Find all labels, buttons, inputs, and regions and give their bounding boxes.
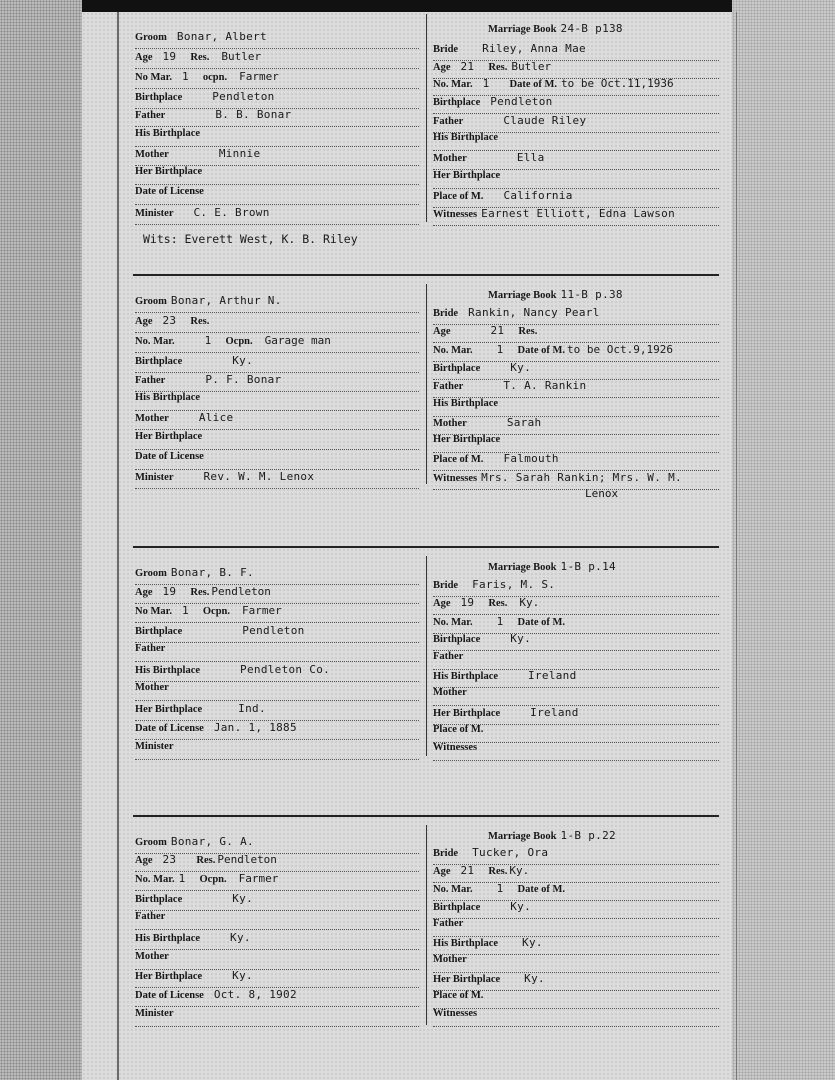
nomar-ocpn-field: No Mar. 1 Ocpn. Farmer: [135, 604, 419, 623]
bride-his-birthplace-field: His Birthplace: [433, 132, 719, 151]
bride-age-res-field: Age 21 Res. Butler: [433, 60, 719, 79]
bride-field: Bride Rankin, Nancy Pearl: [433, 306, 719, 325]
bride-father-field: Father: [433, 651, 719, 670]
marriage-record-1: [133, 14, 719, 254]
his-birthplace-field: His Birthplace: [135, 392, 419, 411]
place-of-marriage-field: Place of M. California: [433, 189, 719, 208]
record-divider: [133, 274, 719, 276]
bride-nomar-date-field: No. Mar. 1 Date of M. to be Oct.11,1936: [433, 77, 719, 96]
father-field: Father: [135, 911, 419, 930]
bride-mother-field: Mother: [433, 687, 719, 706]
minister-field: Minister: [135, 741, 419, 760]
bride-birthplace-field: Birthplace Pendleton: [433, 95, 719, 114]
witnesses-continuation: Lenox: [585, 487, 619, 500]
column-separator: [426, 556, 427, 756]
minister-field: Minister: [135, 1008, 419, 1027]
nomar-ocpn-field: No. Mar. 1 Ocpn. Garage man: [135, 334, 419, 353]
birthplace-field: Birthplace Pendleton: [135, 90, 419, 109]
date-license-field: Date of License: [135, 451, 419, 470]
column-separator: [426, 14, 427, 222]
his-birthplace-field: His Birthplace Ky.: [135, 931, 419, 950]
birthplace-field: Birthplace Ky.: [135, 354, 419, 373]
groom-field: Groom Bonar, G. A.: [135, 835, 419, 854]
bride-mother-field: Mother Sarah: [433, 416, 719, 435]
bride-his-birthplace-field: His Birthplace Ireland: [433, 669, 719, 688]
bride-father-field: Father: [433, 918, 719, 937]
mother-field: Mother Alice: [135, 411, 419, 430]
marriage-record-3: [133, 546, 719, 766]
scan-left-margin: [0, 0, 82, 1080]
marriage-book-ref: Marriage Book 24-B p138: [488, 22, 623, 35]
place-of-marriage-field: Place of M. Falmouth: [433, 452, 719, 471]
birthplace-field: Birthplace Ky.: [135, 892, 419, 911]
bride-his-birthplace-field: His Birthplace: [433, 398, 719, 417]
marriage-book-ref: Marriage Book 1-B p.14: [488, 560, 616, 573]
her-birthplace-field: Her Birthplace: [135, 431, 419, 450]
nomar-ocpn-field: No. Mar. 1 Ocpn. Farmer: [135, 872, 419, 891]
his-birthplace-field: His Birthplace Pendleton Co.: [135, 663, 419, 682]
bride-nomar-date-field: No. Mar. 1 Date of M.: [433, 615, 719, 634]
his-birthplace-field: His Birthplace: [135, 128, 419, 147]
bride-field: Bride Riley, Anna Mae: [433, 42, 719, 61]
age-res-field: Age 23 Res.: [135, 314, 419, 333]
bride-birthplace-field: Birthplace Ky.: [433, 361, 719, 380]
bride-field: Bride Tucker, Ora: [433, 846, 719, 865]
extra-witnesses-note: Wits: Everett West, K. B. Riley: [143, 232, 358, 246]
marriage-record-4: [133, 815, 719, 1035]
bride-mother-field: Mother: [433, 954, 719, 973]
date-license-field: Date of License Jan. 1, 1885: [135, 721, 419, 740]
scan-right-margin: [732, 0, 835, 1080]
bride-mother-field: Mother Ella: [433, 151, 719, 170]
her-birthplace-field: Her Birthplace Ky.: [135, 969, 419, 988]
bride-her-birthplace-field: Her Birthplace: [433, 434, 719, 453]
bride-age-res-field: Age 19 Res. Ky.: [433, 596, 719, 615]
bride-field: Bride Faris, M. S.: [433, 578, 719, 597]
age-res-field: Age 19 Res. Pendleton: [135, 585, 419, 604]
place-of-marriage-field: Place of M.: [433, 990, 719, 1009]
father-field: Father: [135, 643, 419, 662]
bride-age-res-field: Age 21 Res. Ky.: [433, 864, 719, 883]
marriage-book-ref: Marriage Book 11-B p.38: [488, 288, 623, 301]
minister-field: Minister Rev. W. M. Lenox: [135, 470, 419, 489]
bride-nomar-date-field: No. Mar. 1 Date of M.: [433, 882, 719, 901]
witnesses-field: Witnesses: [433, 1008, 719, 1027]
column-separator: [426, 284, 427, 484]
date-license-field: Date of License Oct. 8, 1902: [135, 988, 419, 1007]
father-field: Father B. B. Bonar: [135, 108, 419, 127]
minister-field: Minister C. E. Brown: [135, 206, 419, 225]
bride-her-birthplace-field: Her Birthplace Ireland: [433, 706, 719, 725]
column-separator: [426, 825, 427, 1025]
marriage-book-ref: Marriage Book 1-B p.22: [488, 829, 616, 842]
father-field: Father P. F. Bonar: [135, 373, 419, 392]
her-birthplace-field: Her Birthplace: [135, 166, 419, 185]
mother-field: Mother: [135, 951, 419, 970]
bride-father-field: Father Claude Riley: [433, 114, 719, 133]
groom-field: Groom Bonar, Arthur N.: [135, 294, 419, 313]
bride-father-field: Father T. A. Rankin: [433, 379, 719, 398]
witnesses-field: Witnesses Mrs. Sarah Rankin; Mrs. W. M.: [433, 471, 719, 490]
bride-age-res-field: Age 21 Res.: [433, 324, 719, 343]
bride-birthplace-field: Birthplace Ky.: [433, 900, 719, 919]
bride-nomar-date-field: No. Mar. 1 Date of M. to be Oct.9,1926: [433, 343, 719, 362]
record-divider: [133, 546, 719, 548]
page-right-rule: [736, 12, 737, 1080]
mother-field: Mother Minnie: [135, 147, 419, 166]
bride-birthplace-field: Birthplace Ky.: [433, 632, 719, 651]
marriage-record-2: [133, 274, 719, 514]
mother-field: Mother: [135, 682, 419, 701]
place-of-marriage-field: Place of M.: [433, 724, 719, 743]
scan-top-border: [0, 0, 835, 12]
age-res-field: Age 23 Res. Pendleton: [135, 853, 419, 872]
birthplace-field: Birthplace Pendleton: [135, 624, 419, 643]
page-left-rule: [117, 12, 119, 1080]
groom-field: Groom Bonar, Albert: [135, 30, 419, 49]
witnesses-field: Witnesses: [433, 742, 719, 761]
her-birthplace-field: Her Birthplace Ind.: [135, 702, 419, 721]
bride-her-birthplace-field: Her Birthplace Ky.: [433, 972, 719, 991]
record-divider: [133, 815, 719, 817]
bride-his-birthplace-field: His Birthplace Ky.: [433, 936, 719, 955]
date-license-field: Date of License: [135, 186, 419, 205]
bride-her-birthplace-field: Her Birthplace: [433, 170, 719, 189]
witnesses-field: Witnesses Earnest Elliott, Edna Lawson: [433, 207, 719, 226]
groom-field: Groom Bonar, B. F.: [135, 566, 419, 585]
nomar-ocpn-field: No Mar. 1 ocpn. Farmer: [135, 70, 419, 89]
age-res-field: Age 19 Res. Butler: [135, 50, 419, 69]
